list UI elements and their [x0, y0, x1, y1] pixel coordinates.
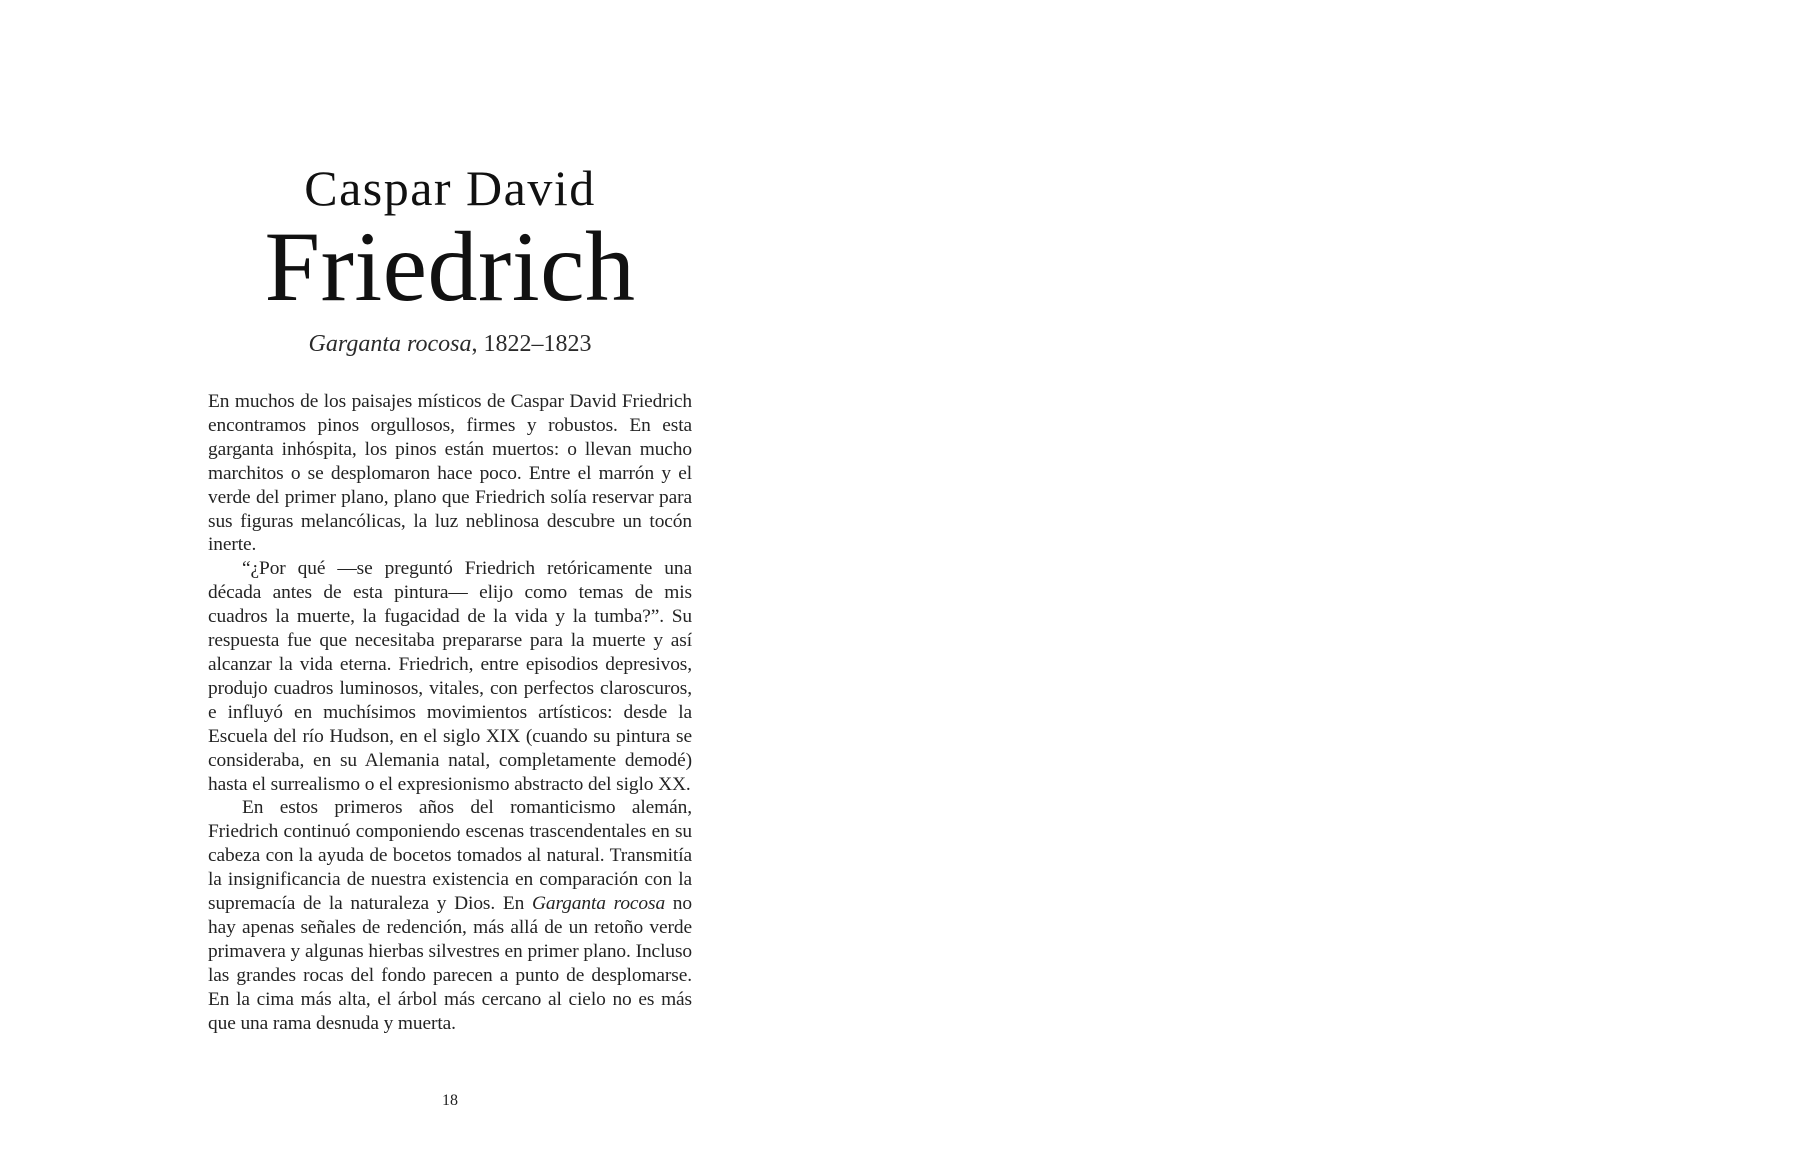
right-blank-page	[900, 0, 1799, 1153]
subtitle-separator: ,	[471, 331, 484, 357]
paragraph-2: “¿Por qué —se preguntó Friedrich retóricamente una década antes de esta pintura— elijo como temas de mis cuadros la muerte, la fugacidad de la vida y la tumba?”. Su respuesta fue que necesitaba prepararse para la muerte y así alcanzar la vida eterna. Friedrich, entre episodios depresivos, produjo cuadros luminosos, vitales, con perfectos claroscuros, e influyó en muchísimos movimientos artísticos: desde la Escuela del río Hudson, en el siglo XIX (cuando su pintura se consideraba, en su Alemania natal, completamente demodé) hasta el surrealismo o el expresionismo abstracto del siglo XX.	[208, 558, 692, 795]
body-text	[208, 390, 692, 1035]
paragraph-1: En muchos de los paisajes místicos de Caspar David Friedrich encontramos pinos orgullosos, firmes y robustos. En esta garganta inhóspita, los pinos están muertos: o llevan mucho marchitos o se desplomaron hace poco. Entre el marrón y el verde del primer plano, plano que Friedrich solía reservar para sus figuras melancólicas, la luz neblinosa descubre un tocón inerte.	[208, 391, 692, 556]
artist-first-name: Caspar David	[304, 160, 596, 216]
artwork-dates: 1822–1823	[483, 331, 592, 357]
page-number: 18	[442, 1092, 458, 1109]
paragraph-3-artwork-title: Garganta rocosa	[531, 893, 666, 915]
paragraph-3-text-end: no hay apenas señales de redención, más allá de un retoño verde primavera y algunas hierbas silvestres en primer plano. Incluso las grandes rocas del fondo parecen a punto de desplomarse. En la cima más alta, el árbol más cercano al cielo no es más que una rama desnuda y muerta.	[208, 893, 692, 1034]
artwork-subtitle	[150, 326, 750, 362]
artist-last-name: Friedrich	[264, 211, 636, 322]
paragraph-3-text-start: En estos primeros años del romanticismo alemán, Friedrich continuó componiendo escenas trascendentales en su cabeza con la ayuda de bocetos tomados al natural. Transmitía la insignificancia de nuestra existencia en comparación con la supremacía de la naturaleza y Dios. En	[208, 797, 692, 915]
artwork-title: Garganta rocosa	[308, 331, 472, 357]
paragraph-3	[208, 796, 692, 1035]
